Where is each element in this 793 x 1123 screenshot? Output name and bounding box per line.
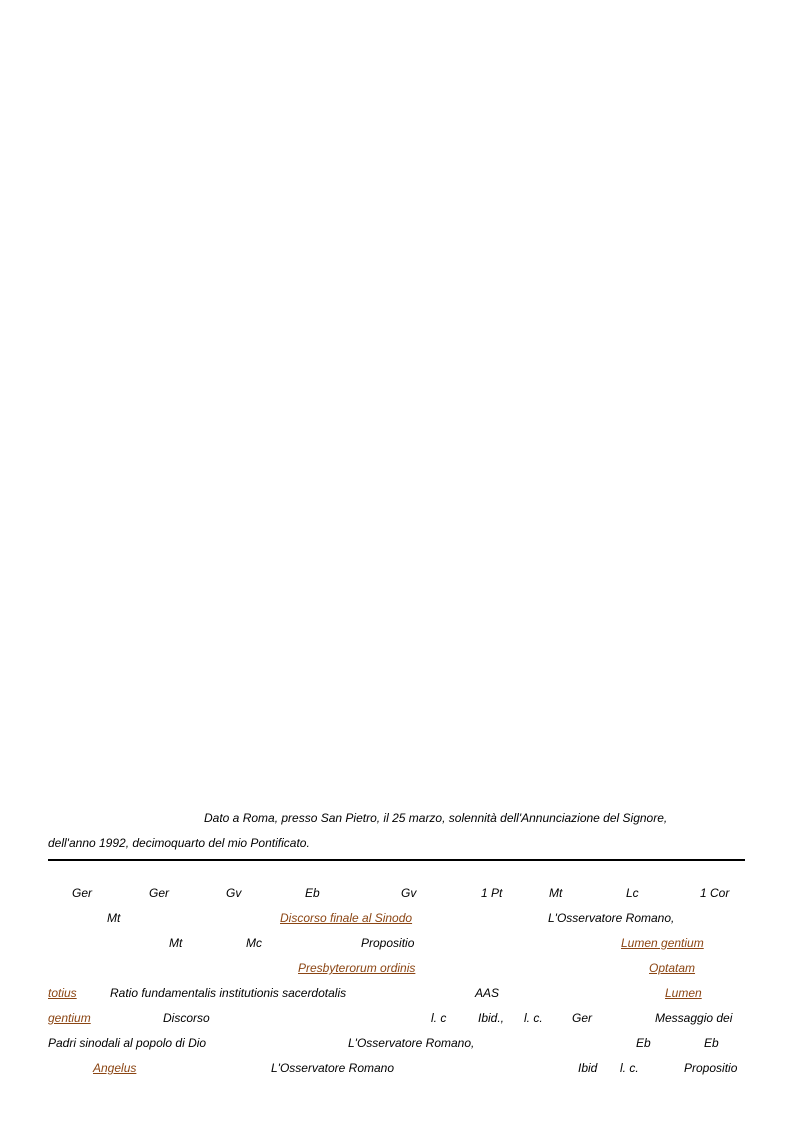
closing-line-2: dell'anno 1992, decimoquarto del mio Pontificato. — [48, 836, 310, 850]
note-ref: Ibid., — [478, 1011, 505, 1025]
note-ref: Mt — [107, 911, 121, 925]
note-source: L'Osservatore Romano, — [548, 911, 675, 925]
link-presbyterorum-ordinis[interactable]: Presbyterorum ordinis — [298, 961, 416, 975]
note-source: Discorso — [163, 1011, 210, 1025]
note-ref: Mt — [549, 886, 563, 900]
note-ref: Propositio — [684, 1061, 738, 1075]
link-optatam-totius-cont[interactable]: totius — [48, 986, 77, 1000]
note-ref: Ger — [572, 1011, 593, 1025]
note-ref: l. c — [431, 1011, 447, 1025]
note-ref: Lc — [626, 886, 639, 900]
note-ref: Mt — [169, 936, 183, 950]
link-discorso-finale-sinodo[interactable]: Discorso finale al Sinodo — [280, 911, 413, 925]
note-ref: Eb — [305, 886, 320, 900]
link-optatam-totius[interactable]: Optatam — [649, 961, 696, 975]
note-ref: 1 Pt — [481, 886, 503, 900]
note-source: AAS — [475, 986, 500, 1000]
note-ref: Ger — [72, 886, 93, 900]
note-source: L'Osservatore Romano, — [348, 1036, 475, 1050]
note-ref: Gv — [401, 886, 417, 900]
note-source: Messaggio dei — [655, 1011, 733, 1025]
note-ref: l. c. — [524, 1011, 543, 1025]
note-ref: l. c. — [620, 1061, 639, 1075]
note-ref: Eb — [636, 1036, 651, 1050]
note-ref: Ibid — [578, 1061, 598, 1075]
note-ref: Propositio — [361, 936, 415, 950]
footnote-separator — [48, 859, 745, 861]
note-source: L'Osservatore Romano — [271, 1061, 395, 1075]
link-lumen-gentium[interactable]: Lumen gentium — [621, 936, 704, 950]
note-source: Ratio fundamentalis institutionis sacerdotalis — [110, 986, 347, 1000]
link-lumen-gentium-2[interactable]: Lumen — [665, 986, 702, 1000]
link-lumen-gentium-2-cont[interactable]: gentium — [48, 1011, 91, 1025]
note-ref: 1 Cor — [700, 886, 730, 900]
note-ref: Eb — [704, 1036, 719, 1050]
note-ref: Ger — [149, 886, 170, 900]
note-ref: Gv — [226, 886, 242, 900]
closing-line-1: Dato a Roma, presso San Pietro, il 25 marzo, solennità dell'Annunciazione del Signore, — [204, 811, 668, 825]
note-source: Padri sinodali al popolo di Dio — [48, 1036, 207, 1050]
link-angelus[interactable]: Angelus — [93, 1061, 137, 1075]
note-ref: Mc — [246, 936, 262, 950]
